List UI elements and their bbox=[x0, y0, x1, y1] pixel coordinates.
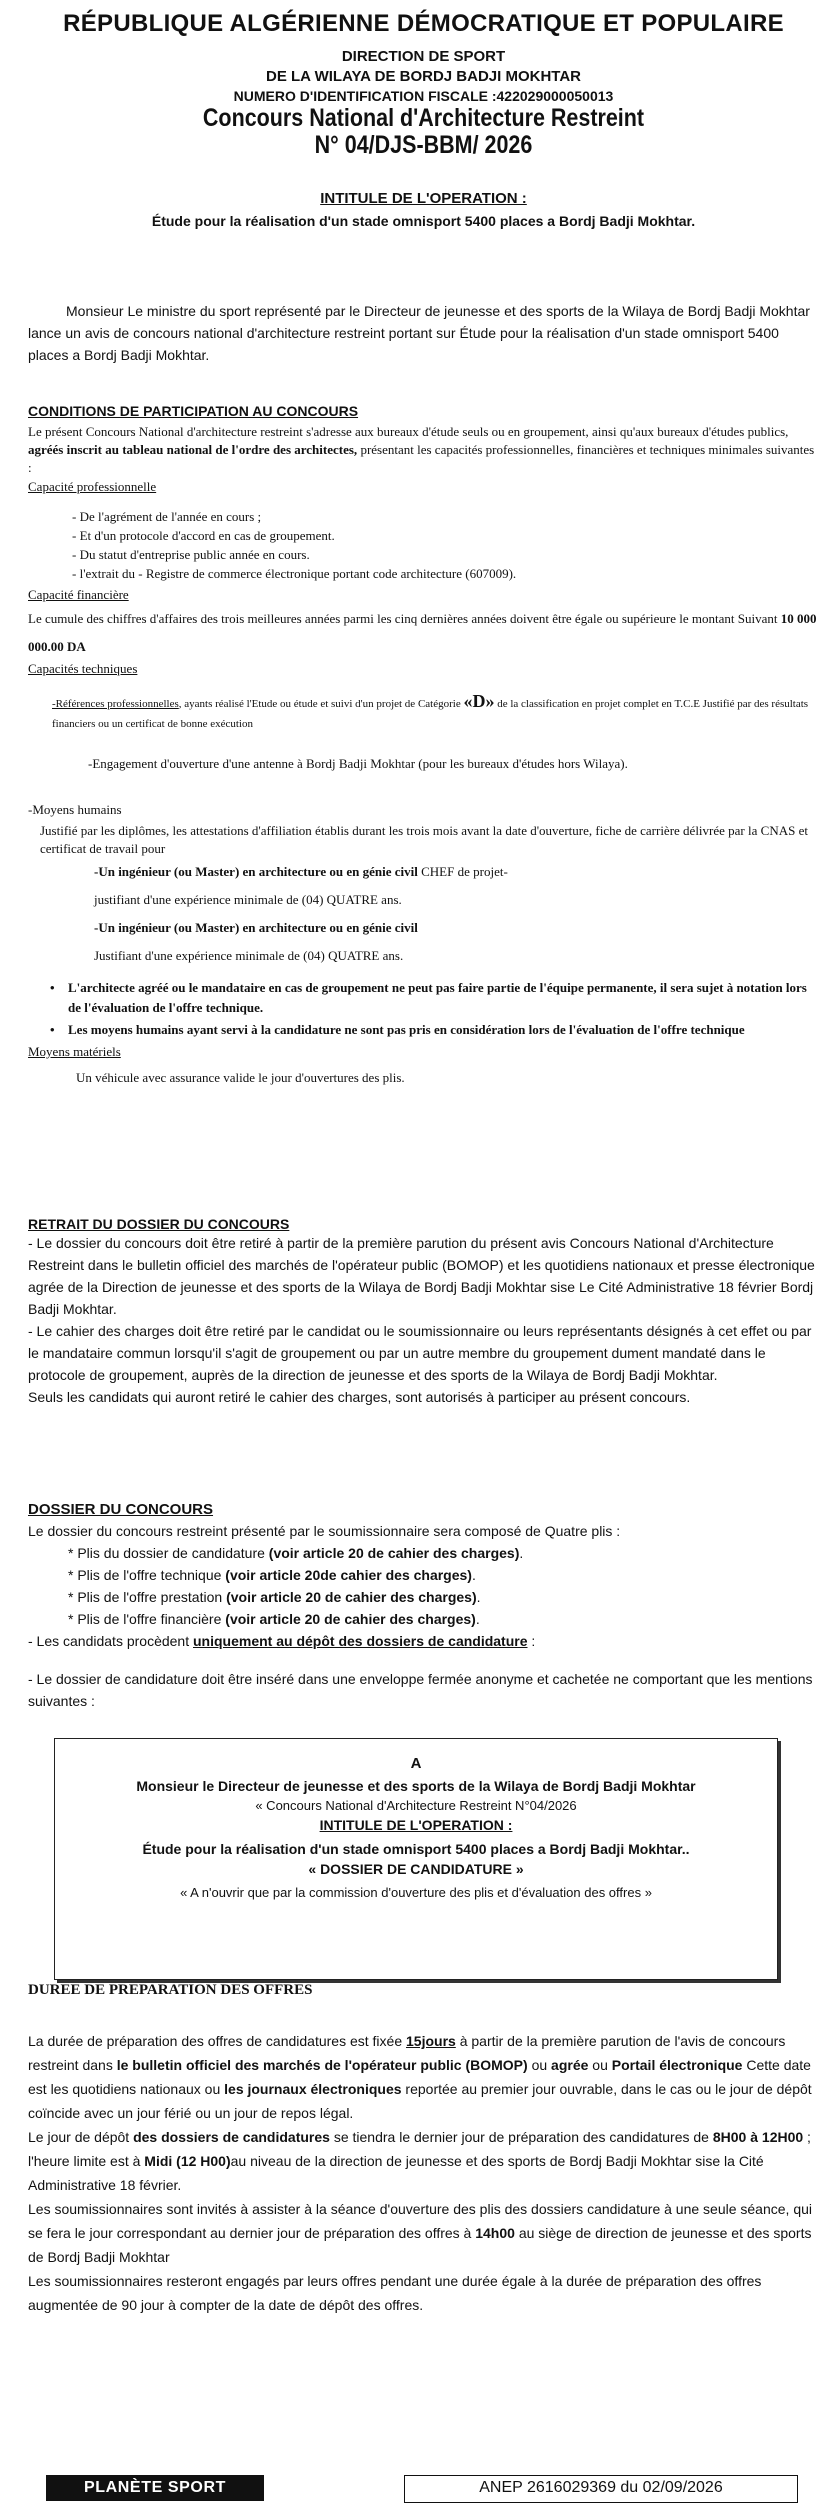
box-a: A bbox=[410, 1755, 422, 1772]
duree-p3-a: Les soumissionnaires sont invités à assister à la séance d'ouverture des plis des dossiers candidature à une seule séance, qui se fera le jour correspondant au dernier jour de préparation des offres à bbox=[28, 2201, 813, 2241]
duree-section bbox=[28, 1982, 819, 2317]
moyens-humains-heading: -Moyens humains bbox=[28, 802, 122, 817]
pli-label: * Plis du dossier de candidature bbox=[68, 1545, 269, 1561]
procede-b: uniquement au dépôt des dossiers de candidature bbox=[193, 1633, 528, 1649]
moyens-humains-text: Justifié par les diplômes, les attestations d'affiliation établis durant les trois mois avant la date d'ouverture, fiche de carrière délivrée par la CNAS et certificat de travail pour bbox=[40, 823, 808, 856]
pli-reference: (voir article 20 de cahier des charges) bbox=[225, 1611, 476, 1627]
capacite-fin-amount: 10 000 000.00 DA bbox=[28, 611, 817, 654]
wilaya: DE LA WILAYA DE BORDJ BADJI MOKHTAR bbox=[265, 68, 582, 85]
ingenieur-2-experience: Justifiant d'une expérience minimale de (04) QUATRE ans. bbox=[94, 948, 404, 963]
capacite-pro-item: - Du statut d'entreprise public année en cours. bbox=[72, 547, 310, 562]
duree-bomop: le bulletin officiel des marchés de l'opérateur public (BOMOP) bbox=[116, 2057, 528, 2073]
retrait-heading: RETRAIT DU DOSSIER DU CONCOURS bbox=[28, 1216, 290, 1232]
tech-references bbox=[28, 691, 819, 734]
intro-paragraph: Monsieur Le ministre du sport représenté par le Directeur de jeunesse et des sports de la Wilaya de Bordj Badji Mokhtar lance un avis de concours national d'architecture restreint portant sur Étude pour la réalisation d'un stade omnisport 5400 places a Bordj Badji Mokhtar. bbox=[28, 303, 810, 363]
duree-p4: Les soumissionnaires resteront engagés par leurs offres pendant une durée égale à la durée de préparation des offres augmentée de 90 jour à compter de la date de dépôt des offres. bbox=[28, 2273, 762, 2313]
conditions-intro-b: agréés inscrit au tableau national de l'ordre des architectes, bbox=[28, 442, 358, 457]
duree-p1-i: Cette date est les quotidiens nationaux ou bbox=[28, 2057, 811, 2097]
duree-p1-a: La durée de préparation des offres de candidatures est fixée bbox=[28, 2033, 406, 2049]
direction: DIRECTION DE SPORT bbox=[341, 48, 506, 65]
duree-heading: DUREE DE PREPARATION DES OFFRES bbox=[28, 1982, 313, 1998]
capacite-pro-item: - l'extrait du - Registre de commerce électronique portant code architecture (607009). bbox=[72, 566, 517, 581]
pli-item bbox=[68, 1564, 819, 1586]
duree-p3-time: 14h00 bbox=[475, 2225, 515, 2241]
ingenieur-2: -Un ingénieur (ou Master) en architecture ou en génie civil bbox=[94, 920, 418, 935]
conditions-intro-c: présentant les capacités professionnelles, financières et techniques minimales suivantes : bbox=[28, 442, 815, 475]
tech-references-a: , ayants réalisé l'Etude ou étude et suivi d'un projet de Catégorie bbox=[178, 698, 464, 710]
pli-end: . bbox=[476, 1589, 481, 1605]
pli-label: * Plis de l'offre technique bbox=[68, 1567, 226, 1583]
bullet-architecte: • L'architecte agréé ou le mandataire en cas de groupement ne peut pas faire partie de l'équipe permanente, il sera sujet à notation lors de l'évaluation de l'offre technique. bbox=[28, 978, 819, 1018]
tech-category: «D» bbox=[463, 691, 495, 711]
conditions-section bbox=[28, 403, 819, 1086]
duree-p2-b: des dossiers de candidatures bbox=[133, 2129, 330, 2145]
duree-p2-a: Le jour de dépôt bbox=[28, 2129, 134, 2145]
republic-title: RÉPUBLIQUE ALGÉRIENNE DÉMOCRATIQUE ET POPULAIRE bbox=[63, 10, 784, 37]
plis-list bbox=[28, 1542, 819, 1630]
capacite-pro-heading: Capacité professionnelle bbox=[28, 479, 157, 494]
moyens-materiels-heading: Moyens matériels bbox=[28, 1044, 121, 1059]
procede-c: : bbox=[527, 1633, 536, 1649]
capacite-tech-heading: Capacités techniques bbox=[28, 661, 138, 676]
tech-references-b: de la classification en projet complet en T.C.E Justifié par des résultats financiers ou un certificat de bonne exécution bbox=[52, 698, 809, 730]
envelope-box bbox=[54, 1738, 778, 1980]
anep-reference: ANEP 2616029369 du 02/09/2026 bbox=[404, 2475, 798, 2503]
retrait-section bbox=[28, 1216, 819, 1408]
duree-p2-c: se tiendra le dernier jour de préparation des candidatures de bbox=[329, 2129, 713, 2145]
ingenieur-chef bbox=[28, 864, 819, 880]
pli-item bbox=[68, 1542, 819, 1564]
pli-label: * Plis de l'offre prestation bbox=[68, 1589, 227, 1605]
pli-end: . bbox=[475, 1611, 480, 1627]
box-note: « A n'ouvrir que par la commission d'ouverture des plis et d'évaluation des offres » bbox=[180, 1885, 652, 1900]
pli-label: * Plis de l'offre financière bbox=[68, 1611, 226, 1627]
dossier-intro: Le dossier du concours restreint présenté par le soumissionnaire sera composé de Quatre plis : bbox=[28, 1523, 621, 1539]
box-heading: INTITULE DE L'OPERATION : bbox=[319, 1817, 513, 1833]
capacite-pro-item: - Et d'un protocole d'accord en cas de groupement. bbox=[72, 528, 335, 543]
duree-p3 bbox=[28, 2197, 819, 2269]
notice-number: N° 04/DJS-BBM/ 2026 bbox=[314, 131, 533, 159]
duree-p2-midi: Midi (12 H00) bbox=[144, 2153, 231, 2169]
duree-portail: Portail électronique bbox=[611, 2057, 743, 2073]
procede-a: - Les candidats procèdent bbox=[28, 1633, 193, 1649]
duree-p1-c: à partir de la première parution de l'avis de concours restreint dans bbox=[28, 2033, 786, 2073]
retrait-p3: Seuls les candidats qui auront retiré le cahier des charges, sont autorisés à participer au présent concours. bbox=[28, 1389, 691, 1405]
dossier-envelope: - Le dossier de candidature doit être inséré dans une enveloppe fermée anonyme et cachetée ne comportant que les mentions suivantes : bbox=[28, 1671, 813, 1709]
duree-p2-g: au niveau de la direction de jeunesse et des sports de Bordj Badji Mokhtar sise la Cité Administrative 18 février. bbox=[28, 2153, 764, 2193]
box-concours: « Concours National d'Architecture Restreint N°04/2026 bbox=[255, 1798, 577, 1813]
duree-p2-e: ; l'heure limite est à bbox=[28, 2129, 811, 2169]
pli-reference: (voir article 20 de cahier des charges) bbox=[268, 1545, 520, 1561]
header bbox=[28, 10, 819, 160]
box-addressee: Monsieur le Directeur de jeunesse et des sports de la Wilaya de Bordj Badji Mokhtar bbox=[136, 1778, 696, 1794]
moyens-materiels-text: Un véhicule avec assurance valide le jour d'ouvertures des plis. bbox=[76, 1070, 405, 1085]
pli-reference: (voir article 20de cahier des charges) bbox=[225, 1567, 472, 1583]
pli-end: . bbox=[471, 1567, 476, 1583]
conditions-intro bbox=[28, 423, 819, 477]
capacite-fin-text bbox=[28, 605, 819, 661]
dossier-heading: DOSSIER DU CONCOURS bbox=[28, 1501, 214, 1518]
pli-reference: (voir article 20 de cahier des charges) bbox=[226, 1589, 477, 1605]
pli-item bbox=[68, 1608, 819, 1630]
ingenieur-chef-experience: justifiant d'une expérience minimale de (04) QUATRE ans. bbox=[94, 892, 402, 907]
tech-engagement: -Engagement d'ouverture d'une antenne à Bordj Badji Mokhtar (pour les bureaux d'études hors Wilaya). bbox=[88, 756, 628, 771]
duree-15jours: 15jours bbox=[406, 2033, 456, 2049]
conditions-heading: CONDITIONS DE PARTICIPATION AU CONCOURS bbox=[28, 403, 359, 419]
dossier-section bbox=[28, 1501, 819, 1712]
pli-item bbox=[68, 1586, 819, 1608]
duree-p2-hours: 8H00 à 12H00 bbox=[712, 2129, 804, 2145]
bullet-moyens-humains: • Les moyens humains ayant servi à la candidature ne sont pas pris en considération lors de l'évaluation de l'offre technique bbox=[28, 1020, 819, 1040]
retrait-p2: - Le cahier des charges doit être retiré par le candidat ou le soumissionnaire ou leurs représentants désignés à cet effet ou par le mandataire commun lorsqu'il s'agit de groupement ou par un autre membre du groupement dument mandaté dans le protocole de groupement, auprès de la direction de jeunesse et des sports de la Wilaya de Bordj Badji Mokhtar. bbox=[28, 1323, 812, 1383]
capacite-fin-a: Le cumule des chiffres d'affaires des trois meilleures années parmi les cinq dernières années doivent être égale ou supérieure le montant Suivant bbox=[28, 611, 781, 626]
capacite-pro-item: - De l'agrément de l'année en cours ; bbox=[72, 509, 262, 524]
operation bbox=[28, 190, 819, 229]
nif: NUMERO D'IDENTIFICATION FISCALE :422029000050013 bbox=[233, 88, 614, 104]
box-operation: Étude pour la réalisation d'un stade omnisport 5400 places a Bordj Badji Mokhtar.. bbox=[142, 1841, 690, 1857]
tech-references-label: -Références professionnelles bbox=[52, 698, 179, 710]
conditions-intro-a: Le présent Concours National d'architecture restreint s'adresse aux bureaux d'étude seuls ou en groupement, ainsi qu'aux bureaux d'études publics, bbox=[28, 424, 789, 439]
duree-journaux: les journaux électroniques bbox=[224, 2081, 402, 2097]
capacite-pro-list bbox=[28, 507, 819, 583]
capacite-fin-heading: Capacité financière bbox=[28, 587, 129, 602]
notice-title: Concours National d'Architecture Restreint bbox=[202, 104, 645, 132]
operation-text: Étude pour la réalisation d'un stade omnisport 5400 places a Bordj Badji Mokhtar. bbox=[151, 213, 696, 229]
pli-end: . bbox=[519, 1545, 524, 1561]
duree-agree: agrée bbox=[551, 2057, 589, 2073]
publication-label: PLANÈTE SPORT bbox=[46, 2475, 264, 2501]
duree-p1-g: ou bbox=[588, 2057, 612, 2073]
retrait-p1: - Le dossier du concours doit être retiré à partir de la première parution du présent avis Concours National d'Architecture Restreint dans le bulletin officiel des marchés de l'opérateur public (BOMOP) et les quotidiens nationaux et presse électronique agrée de la Direction de jeunesse et des sports de la Wilaya de Bordj Badji Mokhtar sise Le Cité Administrative 18 février Bordj Badji Mokhtar. bbox=[28, 1235, 815, 1317]
box-dossier: « DOSSIER DE CANDIDATURE » bbox=[308, 1861, 524, 1877]
duree-p1-e: ou bbox=[527, 2057, 552, 2073]
ingenieur-chef-label: -Un ingénieur (ou Master) en architecture ou en génie civil bbox=[94, 864, 418, 879]
duree-p3-c: au siège de direction de jeunesse et des sports de Bordj Badji Mokhtar bbox=[28, 2225, 812, 2265]
duree-p1 bbox=[28, 2029, 819, 2125]
operation-heading: INTITULE DE L'OPERATION : bbox=[320, 190, 527, 207]
duree-p2 bbox=[28, 2125, 819, 2197]
dossier-procede bbox=[28, 1630, 819, 1652]
duree-p1-k: reportée au premier jour ouvrable, dans le cas ou le jour de dépôt coïncide avec un jour férié ou un jour de repos légal. bbox=[28, 2081, 812, 2121]
ingenieur-chef-role: CHEF de projet- bbox=[417, 864, 508, 879]
